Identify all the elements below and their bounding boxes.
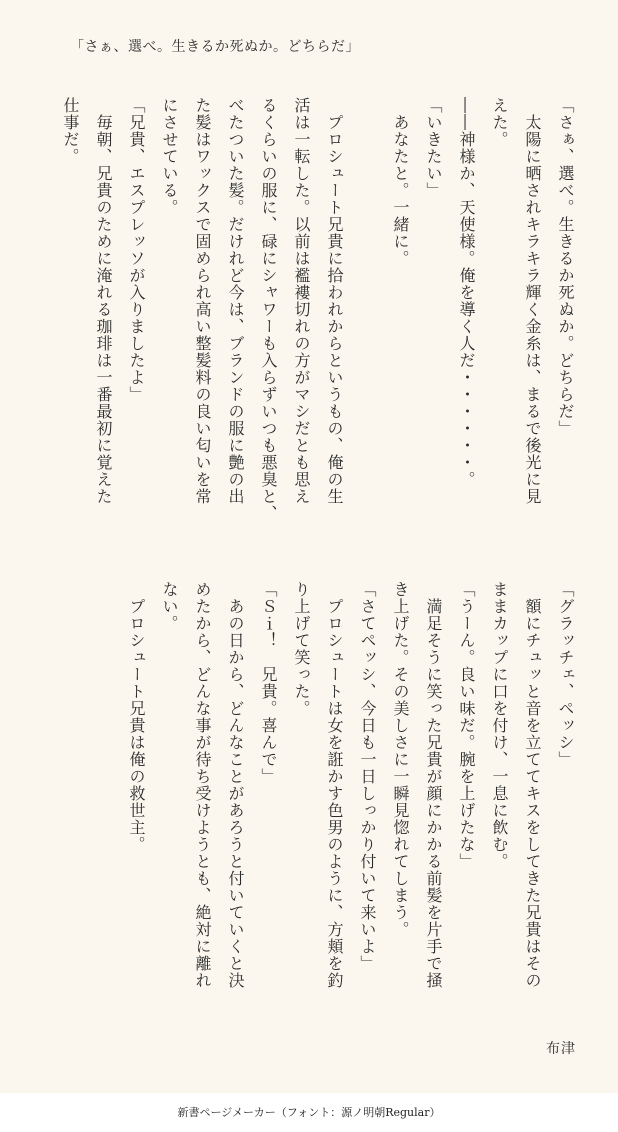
text-line: 「Ｓｉ！ 兄貴。喜んで」 (259, 581, 278, 785)
text-line: プロシュート兄貴は俺の救世主。 (127, 581, 146, 853)
text-line: 「うーん。良い味だ。腕を上げたな」 (457, 581, 476, 870)
text-line: 額にチュッと音を立ててキスをしてきた兄貴はその (523, 581, 542, 989)
text-line: 「さてペッシ、今日も一日しっかり付いて来いよ」 (358, 581, 377, 972)
text-line: めたから、どんな事が待ち受けようとも、絶対に離れ (193, 581, 212, 989)
text-line: 毎朝、兄貴のために淹れる珈琲は一番最初に覚えた (94, 97, 113, 505)
text-block-top (62, 97, 582, 527)
text-line: き上げた。その美しさに一瞬見惚れてしまう。 (391, 581, 410, 938)
page-title: 「さぁ、選べ。生きるか死ぬか。どちらだ」 (70, 39, 360, 55)
text-block-bottom (62, 581, 582, 1011)
text-line: 活は一転した。以前は襤褸切れの方がマシだとも思え (292, 97, 311, 505)
text-line: 「兄貴、エスプレッソが入りましたよ」 (127, 97, 146, 403)
text-line: プロシュート兄貴に拾われからというもの、俺の生 (325, 97, 344, 505)
text-line: 「グラッチェ、ペッシ」 (556, 581, 575, 768)
text-line: 「いきたい」 (424, 97, 443, 199)
author-name: 布津 (546, 1041, 576, 1057)
text-line: ――神様か、天使様。俺を導く人だ・・・・・・。 (457, 97, 476, 488)
text-line: 満足そうに笑った兄貴が顔にかかる前髪を片手で掻 (424, 581, 443, 989)
text-line: あの日から、どんなことがあろうと付いていくと決 (226, 581, 245, 989)
text-line: り上げて笑った。 (292, 581, 311, 717)
text-line (351, 97, 384, 527)
text-line: にさせている。 (160, 97, 179, 216)
text-line: えた。 (490, 97, 509, 148)
text-line: 「さぁ、選べ。生きるか死ぬか。どちらだ」 (556, 97, 575, 437)
text-line: べたついた髪。だけれど今は、ブランドの服に艶の出 (226, 97, 245, 505)
text-line: 仕事だ。 (61, 97, 80, 165)
text-line: ままカップに口を付け、一息に飲む。 (490, 581, 509, 870)
text-line: プロシュートは女を誑かす色男のように、方頬を釣 (325, 581, 344, 989)
text-line: ない。 (160, 581, 179, 632)
text-line: た髪はワックスで固められ高い整髪料の良い匂いを常 (193, 97, 212, 505)
text-line: あなたと。一緒に。 (391, 97, 410, 267)
footer-credit: 新書ページメーカー（フォント：源ノ明朝Regular） (0, 1093, 618, 1132)
text-line: 太陽に晒されキラキラ輝く金糸は、まるで後光に見 (523, 97, 542, 505)
text-line: るくらいの服に、碌にシャワーも入らずいつも悪臭と、 (259, 97, 278, 522)
